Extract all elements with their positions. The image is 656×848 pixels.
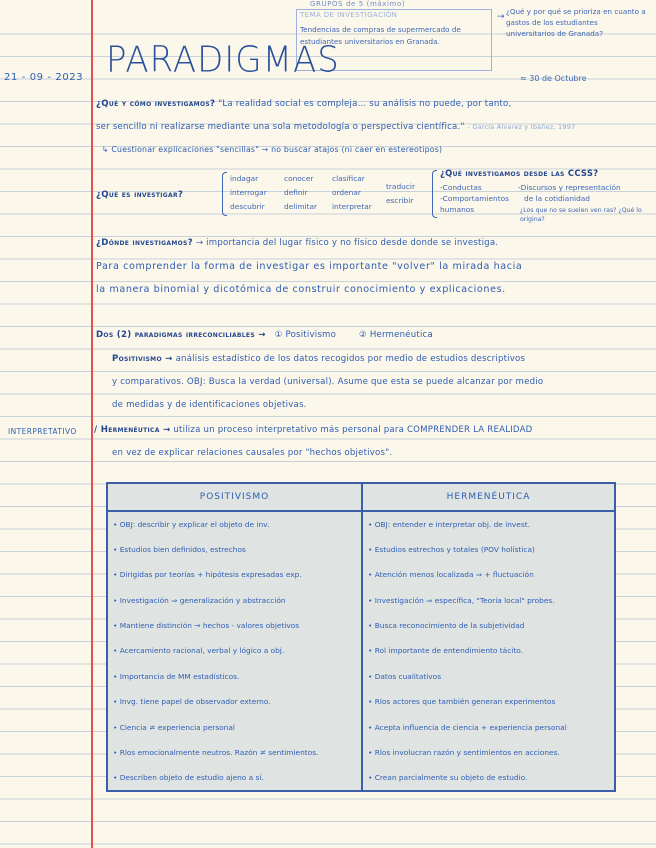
- table-cell: • OBJ: entender e interpretar obj. de invest.: [368, 519, 530, 529]
- research-question: ¿Qué y por qué se prioriza en cuanto a gastos de los estudiantes universitarios de Granada?: [506, 7, 646, 38]
- table-row: [107, 638, 615, 663]
- margin-line: [91, 0, 93, 848]
- arrow-icon: →: [497, 12, 505, 22]
- q2-heading: ¿Qué es investigar?: [96, 190, 184, 200]
- table-row: [107, 536, 615, 561]
- table-cell: • Mantiene distinción → hechos - valores objetivos: [107, 613, 362, 638]
- q3-item: -Comportamientos humanos: [440, 194, 509, 214]
- verb: delimitar: [284, 202, 318, 211]
- page-title: PARADIGMAS: [106, 39, 340, 81]
- q4-line: [96, 238, 646, 248]
- table-row: [107, 766, 615, 791]
- verb: definir: [284, 188, 308, 197]
- paragraph-line-1: Para comprender la forma de investigar es importante "volver" la mirada hacia: [96, 261, 523, 272]
- table-cell: • Busca reconocimiento de la subjetividad: [368, 621, 525, 631]
- q1-line-2: [96, 122, 646, 132]
- q1-heading: ¿Qué y cómo investigamos?: [96, 99, 216, 109]
- positivism-line-2: y comparativos. OBJ: Busca la verdad (universal). Asume que esta se puede alcanzar por medio: [112, 377, 544, 387]
- table-cell: • Crean parcialmente su objeto de estudio.: [368, 773, 528, 783]
- col-header-positivismo: POSITIVISMO: [107, 483, 362, 511]
- verb: ordenar: [332, 188, 361, 197]
- table-cell: • Importancia de MM estadísticos.: [107, 664, 362, 689]
- date-left: 21 - 09 - 2023: [4, 72, 84, 83]
- verb: conocer: [284, 174, 314, 183]
- hermeneutics-line-2: en vez de explicar relaciones causales por "hechos objetivos".: [112, 448, 393, 458]
- paragraph-line-2: la manera binomial y dicotómica de construir conocimiento y explicaciones.: [96, 284, 506, 295]
- verbs-col-2: [284, 172, 317, 214]
- positivism-line-3: de medidas y de identificaciones objetivas.: [112, 400, 307, 410]
- verbs-col-4: [386, 180, 415, 208]
- verbs-col-3: [332, 172, 372, 214]
- date-right: ≈ 30 de Octubre: [520, 74, 587, 83]
- verb: clasificar: [332, 174, 365, 183]
- table-cell: • Invg. tiene papel de observador externo.: [107, 689, 362, 714]
- table-row: [107, 740, 615, 765]
- hermeneutics-heading: / Hermenéutica →: [94, 425, 171, 435]
- hermeneutics-text-1: utiliza un proceso interpretativo más personal para COMPRENDER LA REALIDAD: [173, 425, 533, 435]
- table-header-row: [107, 483, 615, 511]
- q3-item: -Conductas: [440, 183, 482, 192]
- table-cell: • Rlos emocionalmente neutros. Razón ≠ sentimientos.: [107, 740, 362, 765]
- two-paradigms-line: [96, 330, 646, 340]
- table-cell: • Investigación ⇒ generalización y abstracción: [107, 587, 362, 612]
- verb: traducir: [386, 182, 415, 191]
- verb: interrogar: [230, 188, 267, 197]
- q3-right: [518, 182, 621, 204]
- table-cell: • Estudios estrechos y totales (POV holística): [368, 544, 535, 554]
- table-cell: • Describen objeto de estudio ajeno a sí.: [107, 766, 362, 791]
- verbs-col-1: [230, 172, 267, 214]
- table-row: [107, 562, 615, 587]
- positivism-line-1: [112, 354, 646, 364]
- table-cell: • Dirigidas por teorías + hipótesis expresadas exp.: [107, 562, 362, 587]
- topic-text: Tendencias de compras de supermercado de estudiantes universitarios en Granada.: [300, 25, 461, 46]
- col-header-hermeneutica: HERMENÉUTICA: [362, 483, 615, 511]
- positivism-heading: Positivismo →: [112, 354, 173, 364]
- table-cell: • Rlos actores que también generan experimentos: [368, 697, 556, 707]
- verb: interpretar: [332, 202, 372, 211]
- q4-heading: ¿Dónde investigamos?: [96, 238, 193, 248]
- q4-text: → importancia del lugar físico y no físico desde donde se investiga.: [195, 238, 499, 248]
- q3-note: ¿Los que no se suelen ven ras? ¿Qué lo origina?: [520, 207, 642, 223]
- brace: [432, 170, 437, 218]
- table-cell: • Estudios bien definidos, estrechos: [107, 536, 362, 561]
- q1-text-2: ser sencillo ni realizarse mediante una sola metodología o perspectiva científica.": [96, 122, 465, 132]
- paradigm-option-2: ② Hermenéutica: [358, 330, 433, 340]
- table-cell: • Investigación ⇒ específica, "Teoría local" probes.: [368, 595, 555, 605]
- q3-heading: ¿Qué investigamos desde las CCSS?: [440, 168, 599, 178]
- group-note: GRUPOS de 5 (máximo): [310, 0, 406, 8]
- q1-line: [96, 99, 646, 109]
- table-cell: • Ciencia ≠ experiencia personal: [107, 715, 362, 740]
- table-cell: • Rol importante de entendimiento tácito.: [368, 646, 523, 656]
- paradigm-option-1: ① Positivismo: [274, 330, 337, 340]
- table-row: [107, 689, 615, 714]
- two-heading: Dos (2) paradigmas irreconciliables →: [96, 330, 266, 340]
- table-row: [107, 587, 615, 612]
- table-cell: • Rlos involucran razón y sentimientos en acciones.: [368, 748, 560, 758]
- verb: indagar: [230, 174, 259, 183]
- verb: escribir: [386, 196, 414, 205]
- positivism-text-1: análisis estadístico de los datos recogidos por medio de estudios descriptivos: [175, 354, 526, 364]
- table-cell: • Datos cualitativos: [368, 671, 442, 681]
- brace: [222, 172, 227, 216]
- table-row: [107, 511, 615, 536]
- table-cell: • OBJ: describir y explicar el objeto de inv.: [107, 511, 362, 536]
- hermeneutics-line-1: [94, 425, 646, 435]
- table-row: [107, 613, 615, 638]
- verb: descubrir: [230, 202, 265, 211]
- table-row: [107, 664, 615, 689]
- table-cell: • Acercamiento racional, verbal y lógico a obj.: [107, 638, 362, 663]
- q1-citation: - García Álvarez y Ibáñez, 1997: [467, 123, 576, 131]
- table-cell: • Acepta influencia de ciencia + experiencia personal: [368, 722, 567, 732]
- side-label-interpretativo: INTERPRETATIVO: [8, 427, 77, 436]
- q1-text: "La realidad social es compleja... su análisis no puede, por tanto,: [218, 99, 512, 109]
- q3-right-item: -Discursos y representación: [518, 183, 621, 192]
- q1-arrow-line: ↳ Cuestionar explicaciones "sencillas" → no buscar atajos (ni caer en estereotipos): [102, 145, 443, 154]
- table-cell: • Atención menos localizada ⇒ + fluctuación: [368, 570, 534, 580]
- comparison-table: [106, 482, 616, 792]
- topic-label: TEMA DE INVESTIGACIÓN: [300, 11, 398, 19]
- q3-items: [440, 182, 514, 215]
- table-row: [107, 715, 615, 740]
- q3-right-item: de la cotidianidad: [524, 194, 590, 203]
